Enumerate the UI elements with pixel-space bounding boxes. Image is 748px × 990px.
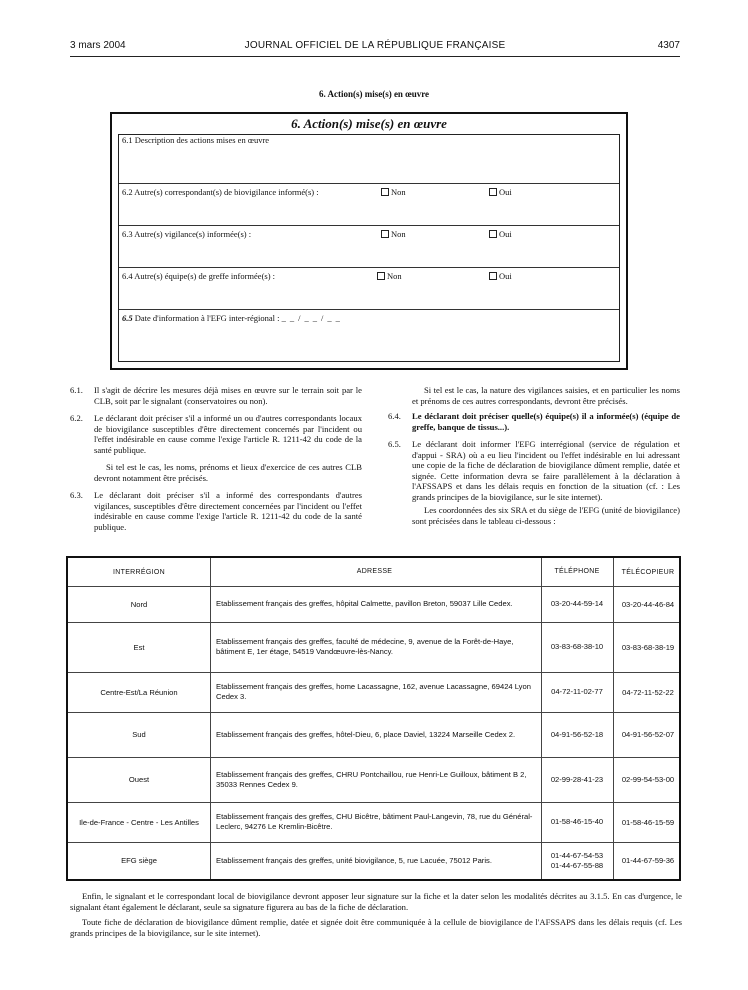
fax-cell: 02-99-54-53-00 [621, 775, 675, 784]
address-cell: Etablissement français des greffes, home Lacassagne, 162, avenue Lacassagne, 69424 Lyon Cedex 3. [216, 682, 531, 701]
table-row [68, 712, 679, 758]
section-title: 6. Action(s) mise(s) en œuvre [318, 89, 430, 99]
form-row-vigilances [119, 225, 619, 268]
form-row-correspondants [119, 183, 619, 226]
form-fields [118, 134, 620, 362]
region-cell: Nord [130, 599, 148, 609]
paragraph-6-2: 6.2. Le déclarant doit préciser s'il a informé un ou d'autres correspondants locaux de biovigilance susceptibles d'être directement concernés par l'incident ou l'effet indésirable en cause comme l'exige l'article R. 1211-42 du code de la santé publique. [70, 413, 362, 455]
table-header-row [68, 558, 679, 587]
phone-cell: 01-58-46-15-40 [550, 817, 604, 826]
phone-cell: 01-44-67-54-53 01-44-67-55-88 [550, 850, 604, 870]
paragraph-6-1: 6.1. Il s'agit de décrire les mesures déjà mises en œuvre sur le terrain soit par le CLB, soit par le signalant (conservatoires ou non). [70, 385, 362, 406]
checkbox-oui-vigilances[interactable]: Oui [489, 229, 512, 239]
form-row-date-efg [119, 309, 619, 359]
journal-title: JOURNAL OFFICIEL DE LA RÉPUBLIQUE FRANÇAISE [244, 40, 506, 51]
date-blank-field[interactable]: __/__/__ [281, 313, 344, 323]
checkbox-non-vigilances[interactable]: Non [381, 229, 406, 239]
header-date: 3 mars 2004 [70, 40, 126, 51]
column-header-address: ADRESSE [356, 568, 393, 575]
field-label-equipes: 6.4 Autre(s) équipe(s) de greffe informée(s) : [122, 271, 276, 281]
phone-cell: 02-99-28-41-23 [550, 774, 604, 784]
checkbox-oui-correspondants[interactable]: Oui [489, 187, 512, 197]
table-row [68, 672, 679, 713]
column-header-region: INTERRÉGION [113, 568, 165, 576]
closing-text [70, 891, 682, 943]
table-row [68, 622, 679, 673]
fax-cell: 03-83-68-38-19 [621, 642, 675, 652]
fax-cell: 04-72-11-52-22 [622, 687, 674, 697]
fax-cell: 04-91-56-52-07 [621, 730, 675, 739]
fax-cell: 03-20-44-46-84 [621, 599, 675, 609]
page-number: 4307 [657, 40, 680, 51]
region-cell: EFG siège [121, 856, 157, 865]
checkbox-non-correspondants[interactable]: Non [381, 187, 406, 197]
form-title: 6. Action(s) mise(s) en œuvre [291, 116, 447, 131]
fax-cell: 01-44-67-59-36 [621, 856, 675, 865]
action-form [110, 112, 628, 370]
table-row [68, 757, 679, 803]
header-rule [70, 56, 680, 57]
paragraph-6-3-continued: Si tel est le cas, la nature des vigilances saisies, et en particulier les noms et prénoms de ces autres correspondants, devront être précisés. [412, 385, 680, 406]
table-row [68, 802, 679, 843]
paragraph-6-2-continued: Si tel est le cas, les noms, prénoms et lieux d'exercice de ces autres CLB devront notamment être précisés. [94, 462, 362, 483]
form-row-equipes [119, 267, 619, 310]
region-cell: Sud [132, 730, 146, 739]
checkbox-box-icon [381, 188, 389, 196]
field-label-date: Date d'information à l'EFG inter-régional : [134, 313, 280, 323]
fax-cell: 01-58-46-15-59 [621, 817, 675, 827]
region-cell: Centre-Est/La Réunion [100, 687, 178, 697]
table-row [68, 842, 679, 879]
column-header-fax: TÉLÉCOPIEUR [621, 568, 675, 576]
closing-paragraph-signature: Enfin, le signalant et le correspondant local de biovigilance devront apposer leur signature sur la fiche et la dater selon les modalités décrites au 3.1.5. En cas d'urgence, le signalant étant également le déclarant, seule sa signature figurera au bas de la fiche de déclaration. [70, 891, 682, 912]
checkbox-box-icon [381, 230, 389, 238]
address-cell: Etablissement français des greffes, unité biovigilance, 5, rue Lacuée, 75012 Paris. [216, 855, 492, 865]
checkbox-oui-equipes[interactable]: Oui [489, 271, 512, 281]
region-cell: Ouest [128, 775, 150, 784]
checkbox-non-equipes[interactable]: Non [377, 271, 402, 281]
field-label-correspondants: 6.2 Autre(s) correspondant(s) de biovigilance informé(s) : [122, 187, 319, 197]
page-header [70, 40, 680, 54]
phone-cell: 03-20-44-59-14 [550, 599, 604, 608]
paragraph-6-3: 6.3. Le déclarant doit préciser s'il a informé des correspondants d'autres vigilances, susceptibles d'être directement concernées par l'incident ou l'effet indésirable en cause comme l'exige l'article R. 1211-42 du code de la santé publique. [70, 490, 362, 532]
phone-cell: 03-83-68-38-10 [550, 642, 604, 651]
form-row-description [119, 135, 619, 184]
address-cell: Etablissement français des greffes, faculté de médecine, 9, avenue de la Forêt-de-Haye, bâtiment E, 1er étage, 54519 Vandœuvre-lès-Nancy. [216, 637, 514, 656]
address-cell: Etablissement français des greffes, hôpital Calmette, pavillon Breton, 59037 Lille Cedex. [216, 599, 513, 608]
field-number-date: 6.5 [122, 313, 133, 323]
sra-contact-table [66, 556, 681, 881]
field-label-description: 6.1 Description des actions mises en œuvre [122, 135, 270, 145]
checkbox-box-icon [489, 188, 497, 196]
table-row [68, 586, 679, 623]
text-column-left [70, 385, 362, 539]
checkbox-box-icon [489, 230, 497, 238]
text-column-right [388, 385, 680, 529]
address-cell: Etablissement français des greffes, CHU Bicêtre, bâtiment Paul-Langevin, 78, rue du Général-Leclerc, 94276 Le Kremlin-Bicêtre. [216, 812, 533, 831]
paragraph-6-5: 6.5. Le déclarant doit informer l'EFG interrégional (service de régulation et d'appui - SRA) où a eu lieu l'incident ou l'effet indésirable en lui adressant une copie de la fiche de déclaration de biovigilance dûment remplie, datée et signée. Cette information devra se faire parallèlement à la déclaration à l'AFSSAPS et dans les délais requis en fonction de la situation (cf. : Les grands principes de la biovigilance, sur le site internet). [388, 439, 680, 502]
column-header-phone: TÉLÉPHONE [554, 568, 600, 575]
closing-paragraph-afssaps: Toute fiche de déclaration de biovigilance dûment remplie, datée et signée doit être communiquée à la cellule de biovigilance de l'AFSSAPS dans les délais requis (cf. Les grands principes de la biovigilance, sur le site internet). [70, 917, 682, 938]
address-cell: Etablissement français des greffes, CHRU Pontchaillou, rue Henri-Le Guilloux, bâtiment B 2, 35033 Rennes Cedex 9. [216, 769, 527, 789]
region-cell: Ile-de-France - Centre - Les Antilles [79, 817, 199, 827]
checkbox-box-icon [377, 272, 385, 280]
phone-cell: 04-91-56-52-18 [550, 729, 604, 739]
address-cell: Etablissement français des greffes, hôtel-Dieu, 6, place Daviel, 13224 Marseille Cedex 2. [216, 729, 516, 739]
paragraph-6-5-continued: Les coordonnées des six SRA et du siège de l'EFG (unité de biovigilance) sont précisées dans le tableau ci-dessous : [412, 505, 680, 526]
paragraph-6-4: 6.4. Le déclarant doit préciser quelle(s) équipe(s) il a informée(s) (équipe de greffe, banque de tissus...). [388, 411, 680, 432]
phone-cell: 04-72-11-02-77 [551, 687, 603, 696]
field-label-vigilances: 6.3 Autre(s) vigilance(s) informée(s) : [122, 229, 252, 239]
region-cell: Est [133, 642, 145, 652]
checkbox-box-icon [489, 272, 497, 280]
